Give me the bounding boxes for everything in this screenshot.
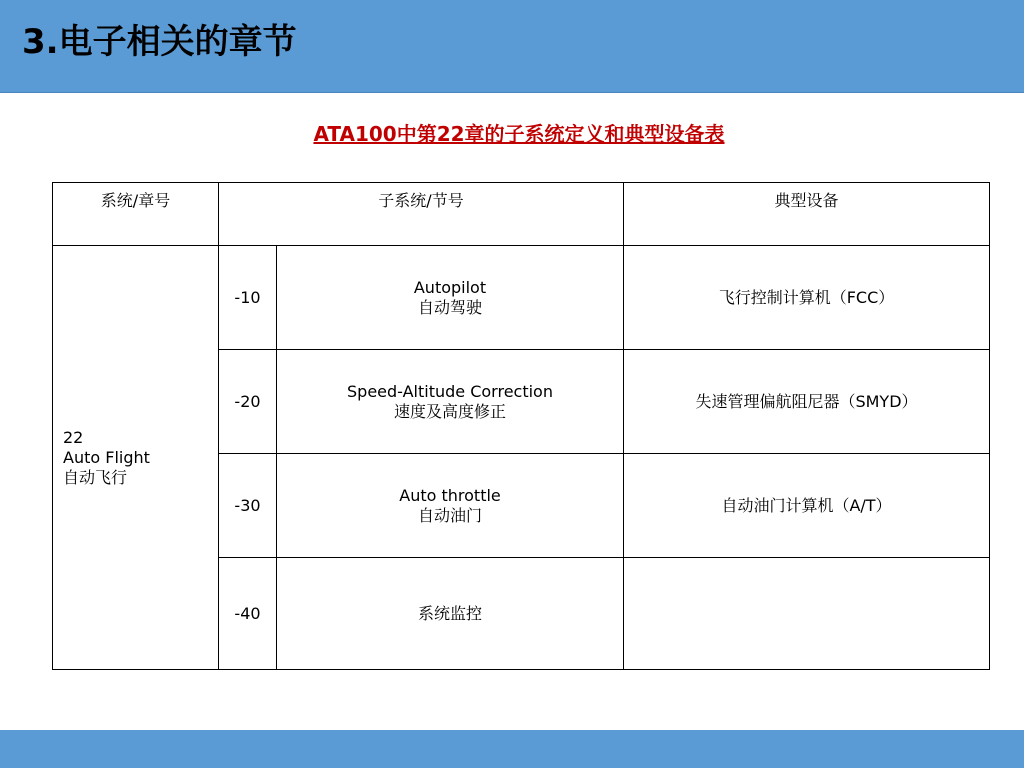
- table-row: [53, 246, 990, 350]
- section-number: -20: [219, 350, 277, 454]
- header-system: 系统/章号: [53, 183, 219, 246]
- subsystem-name-zh: 速度及高度修正: [393, 401, 506, 421]
- ata-chapter-table: [52, 182, 990, 670]
- subsystem-name-en: Autopilot: [413, 277, 487, 297]
- table-caption: [0, 118, 1024, 147]
- slide-title: 3.电子相关的章节: [22, 22, 297, 62]
- subsystem-name-en: Auto throttle: [399, 485, 501, 505]
- footer-band: [0, 730, 1024, 768]
- system-name-zh: 自动飞行: [63, 467, 128, 487]
- subsystem-name-zh: 自动驾驶: [417, 297, 482, 317]
- table-caption-text: ATA100中第22章的子系统定义和典型设备表: [313, 122, 725, 146]
- subsystem-name: [277, 454, 624, 558]
- subsystem-name: [277, 350, 624, 454]
- subsystem-name-en: Speed-Altitude Correction: [347, 381, 553, 401]
- system-name-en: Auto Flight: [63, 447, 150, 467]
- system-cell: [53, 246, 219, 670]
- header-subsystem: 子系统/节号: [219, 183, 624, 246]
- system-number: 22: [63, 427, 84, 447]
- subsystem-name: [277, 558, 624, 670]
- subsystem-name-zh: 自动油门: [417, 505, 482, 525]
- header-equipment: 典型设备: [624, 183, 990, 246]
- section-number: -10: [219, 246, 277, 350]
- equipment-cell: [624, 558, 990, 670]
- subsystem-name: [277, 246, 624, 350]
- section-number: -30: [219, 454, 277, 558]
- equipment-cell: 飞行控制计算机（FCC）: [624, 246, 990, 350]
- subsystem-name-zh: 系统监控: [417, 603, 482, 623]
- table-header-row: [53, 183, 990, 246]
- equipment-cell: 失速管理偏航阻尼器（SMYD）: [624, 350, 990, 454]
- section-number: -40: [219, 558, 277, 670]
- equipment-cell: 自动油门计算机（A/T）: [624, 454, 990, 558]
